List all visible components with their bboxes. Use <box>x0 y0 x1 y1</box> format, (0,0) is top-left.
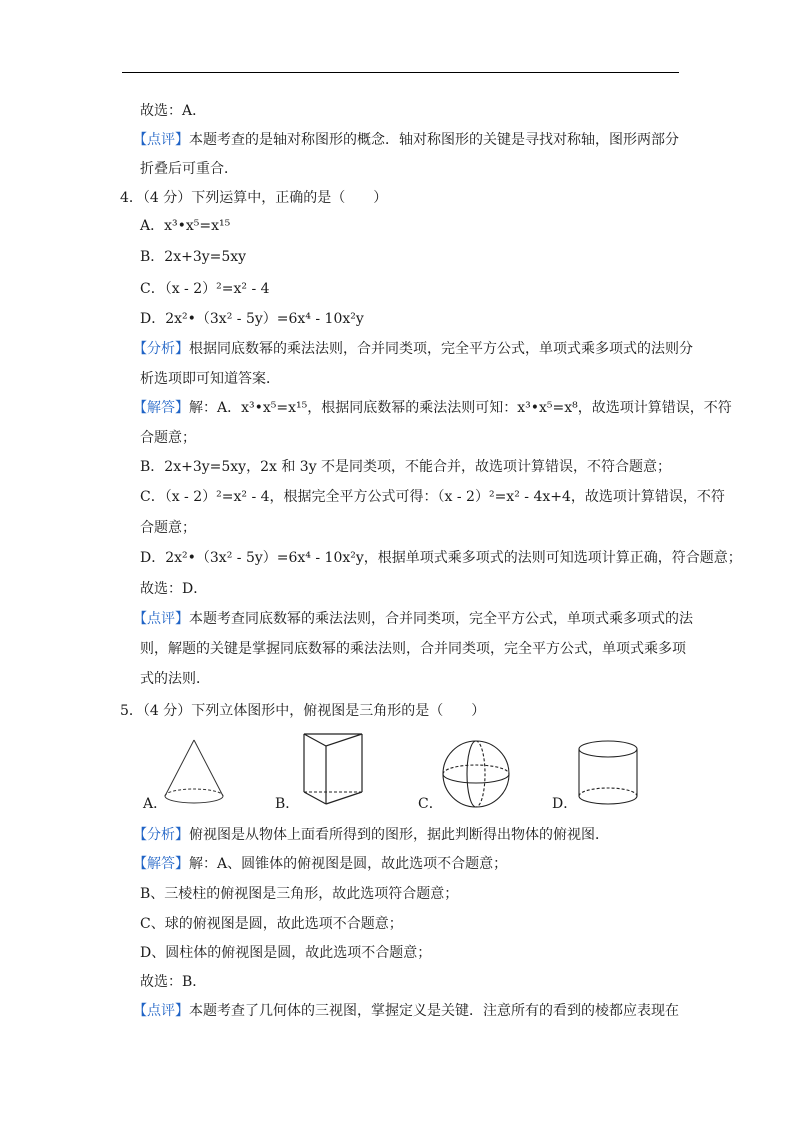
q5-analysis-text: 俯视图是从物体上面看所得到的图形，据此判断得出物体的俯视图． <box>189 827 609 843</box>
solution-text: 解：A．x³•x⁵=x¹⁵，根据同底数幂的乘法法则可知：x³•x⁵=x⁸，故选项计算错误，不符 <box>189 400 732 416</box>
comment-text-2: 折叠后可重合． <box>140 161 238 177</box>
option-4b <box>140 248 246 266</box>
option-4b-text: B．2x+3y=5xy <box>140 249 247 265</box>
comment-line-2 <box>140 160 238 178</box>
q5-solution-line <box>133 855 507 873</box>
option-5b-label: B． <box>275 796 300 812</box>
option-5c-label: C． <box>418 796 443 812</box>
q5-solution-line-4 <box>140 944 431 962</box>
q5-solution-text-4: D、圆柱体的俯视图是圆，故此选项不合题意； <box>140 945 432 961</box>
option-4a <box>140 217 230 235</box>
q5-review-text: 本题考查了几何体的三视图，掌握定义是关键．注意所有的看到的棱都应表现在 <box>189 1003 679 1019</box>
comment-text: 本题考查的是轴对称图形的概念．轴对称图形的关键是寻找对称轴，图形两部分 <box>189 132 679 148</box>
solution-line-5 <box>140 519 196 537</box>
option-4c-text: C．（x - 2）²=x² - 4 <box>140 281 270 297</box>
q5-solution-tag: 【解答】 <box>133 856 189 872</box>
q5-solution-line-5 <box>140 973 206 991</box>
q5-solution-line-3 <box>140 915 403 933</box>
review-text-2: 则，解题的关键是掌握同底数幂的乘法法则，合并同类项，完全平方公式，单项式乘多项 <box>140 641 686 657</box>
q5-review-line <box>133 1002 679 1020</box>
option-5a-label: A． <box>143 796 168 812</box>
answer-text: 故选：A． <box>140 103 207 119</box>
solution-text-3: B．2x+3y=5xy，2x 和 3y 不是同类项，不能合并，故选项计算错误，不符合题意； <box>140 459 672 475</box>
comment-line <box>133 131 679 149</box>
review-text-3: 式的法则． <box>140 671 210 687</box>
q5-solution-line-2 <box>140 885 458 903</box>
analysis-line-2 <box>140 370 280 388</box>
question-4-text: 4．（4 分）下列运算中，正确的是（ ） <box>120 190 388 206</box>
review-text: 本题考查同底数幂的乘法法则，合并同类项，完全平方公式，单项式乘多项式的法 <box>189 611 693 627</box>
option-5d-label: D． <box>552 796 578 812</box>
solution-line-7 <box>140 580 207 598</box>
analysis-line <box>133 340 693 358</box>
triangular-prism-figure <box>298 732 368 808</box>
solution-text-7: 故选：D． <box>140 581 208 597</box>
solution-text-2: 合题意； <box>140 430 196 446</box>
answer-line <box>140 102 206 120</box>
option-4a-text: A．x³•x⁵=x¹⁵ <box>140 218 231 234</box>
analysis-tag: 【分析】 <box>133 341 189 357</box>
cylinder-figure <box>575 738 645 810</box>
analysis-text: 根据同底数幂的乘法法则，合并同类项，完全平方公式，单项式乘多项式的法则分 <box>189 341 693 357</box>
option-4d <box>140 310 364 328</box>
q5-solution-text-5: 故选：B． <box>140 974 207 990</box>
solution-line-3 <box>140 458 671 476</box>
solution-text-4: C．（x - 2）²=x² - 4，根据完全平方公式可得：（x - 2）²=x² - 4x+4，故选项计算错误，不符 <box>140 489 725 505</box>
q5-analysis-line <box>133 826 609 844</box>
solution-line-2 <box>140 429 196 447</box>
option-4d-text: D．2x²•（3x² - 5y）=6x⁴ - 10x²y <box>140 311 364 327</box>
review-line-3 <box>140 670 210 688</box>
sphere-figure <box>440 738 512 810</box>
q5-analysis-tag: 【分析】 <box>133 827 189 843</box>
review-line-2 <box>140 640 686 658</box>
review-line <box>133 610 693 628</box>
q5-solution-text-2: B、三棱柱的俯视图是三角形，故此选项符合题意； <box>140 886 459 902</box>
solution-text-5: 合题意； <box>140 520 196 536</box>
q5-review-tag: 【点评】 <box>133 1003 189 1019</box>
analysis-text-2: 析选项即可知道答案． <box>140 371 280 387</box>
comment-tag: 【点评】 <box>133 132 189 148</box>
cone-figure <box>160 738 230 808</box>
solution-line <box>133 399 732 417</box>
solution-line-6 <box>140 549 742 567</box>
solution-tag: 【解答】 <box>133 400 189 416</box>
review-tag: 【点评】 <box>133 611 189 627</box>
header-rule <box>122 72 679 73</box>
question-5 <box>120 702 485 720</box>
solution-text-6: D．2x²•（3x² - 5y）=6x⁴ - 10x²y，根据单项式乘多项式的法则可知选项计算正确，符合题意； <box>140 550 742 566</box>
solution-line-4 <box>140 488 725 506</box>
q5-solution-text-3: C、球的俯视图是圆，故此选项不合题意； <box>140 916 403 932</box>
q5-solution-text: 解：A、圆锥体的俯视图是圆，故此选项不合题意； <box>189 856 508 872</box>
question-5-text: 5．（4 分）下列立体图形中，俯视图是三角形的是（ ） <box>120 703 486 719</box>
question-4 <box>120 189 387 207</box>
option-4c <box>140 280 270 298</box>
